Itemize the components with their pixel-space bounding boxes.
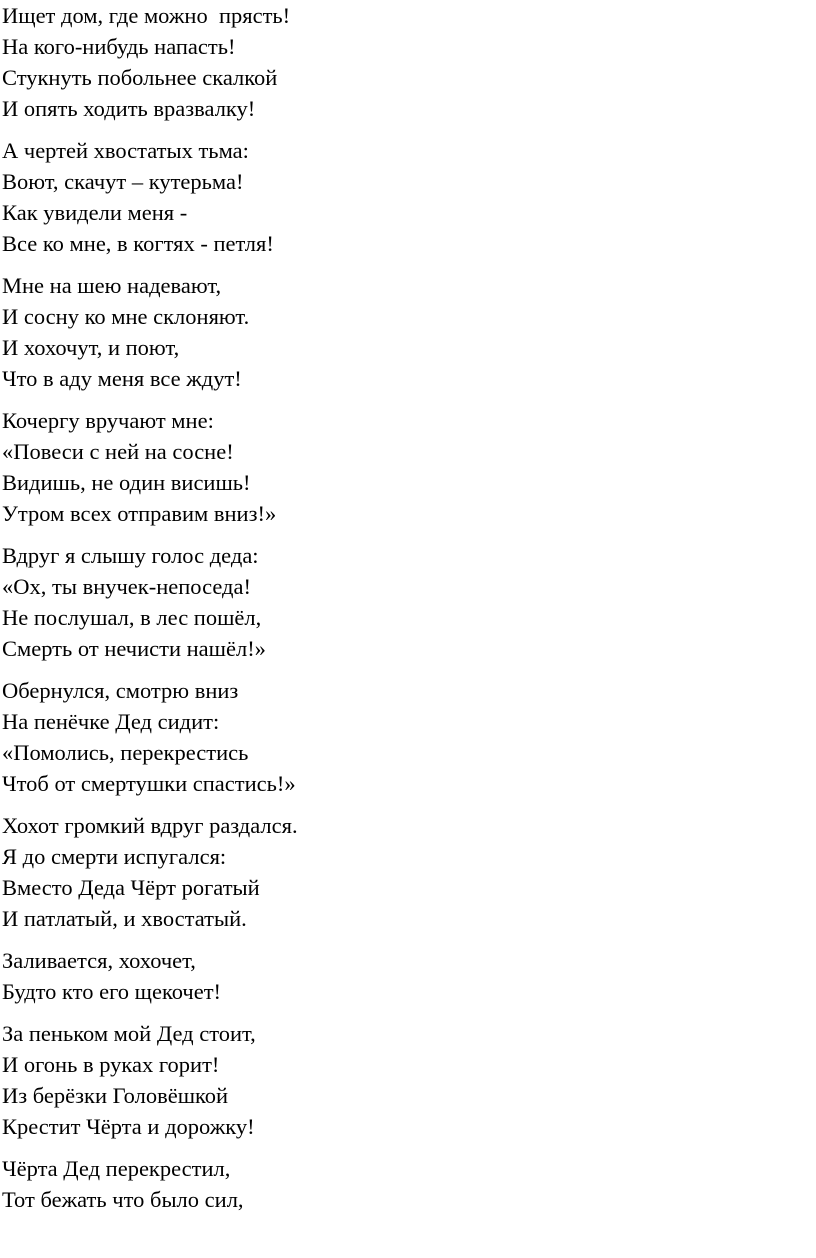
poem-line: Заливается, хохочет, <box>2 948 196 973</box>
poem-line: «Ох, ты внучек-непоседа! <box>2 574 251 599</box>
poem-line: Крестит Чёрта и дорожку! <box>2 1114 255 1139</box>
poem-line: За пеньком мой Дед стоит, <box>2 1021 256 1046</box>
poem-text <box>2 0 802 1226</box>
poem-line: Тот бежать что было сил, <box>2 1187 244 1212</box>
poem-line: Вместо Деда Чёрт рогатый <box>2 875 260 900</box>
poem-line: Я до смерти испугался: <box>2 844 227 869</box>
poem-line: На кого-нибудь напасть! <box>2 34 236 59</box>
poem-line: Воют, скачут – кутерьма! <box>2 169 244 194</box>
stanza-2 <box>2 135 802 259</box>
poem-line: Все ко мне, в когтях - петля! <box>2 231 274 256</box>
stanza-1 <box>2 0 802 124</box>
poem-line: «Повеси с ней на сосне! <box>2 439 234 464</box>
stanza-9 <box>2 1018 802 1142</box>
poem-line: «Помолись, перекрестись <box>2 740 249 765</box>
poem-line: Хохот громкий вдруг раздался. <box>2 813 298 838</box>
poem-line: Что в аду меня все ждут! <box>2 366 242 391</box>
stanza-7 <box>2 810 802 934</box>
poem-line: Обернулся, смотрю вниз <box>2 678 239 703</box>
poem-line: Мне на шею надевают, <box>2 273 222 298</box>
stanza-4 <box>2 405 802 529</box>
stanza-5 <box>2 540 802 664</box>
poem-line: Будто кто его щекочет! <box>2 979 222 1004</box>
poem-line: Видишь, не один висишь! <box>2 470 251 495</box>
poem-line: Вдруг я слышу голос деда: <box>2 543 259 568</box>
poem-line: Как увидели меня - <box>2 200 188 225</box>
poem-line: Утром всех отправим вниз!» <box>2 501 277 526</box>
poem-line: Кочергу вручают мне: <box>2 408 214 433</box>
poem-line: И патлатый, и хвостатый. <box>2 906 247 931</box>
stanza-8 <box>2 945 802 1007</box>
stanza-3 <box>2 270 802 394</box>
poem-line: Ищет дом, где можно прясть! <box>2 3 291 28</box>
poem-line: И опять ходить вразвалку! <box>2 96 256 121</box>
poem-line: Не послушал, в лес пошёл, <box>2 605 262 630</box>
poem-line: Стукнуть побольнее скалкой <box>2 65 278 90</box>
poem-line: И сосну ко мне склоняют. <box>2 304 250 329</box>
poem-line: На пенёчке Дед сидит: <box>2 709 220 734</box>
poem-line: И хохочут, и поют, <box>2 335 180 360</box>
poem-line: Смерть от нечисти нашёл!» <box>2 636 266 661</box>
poem-line: Чтоб от смертушки спастись!» <box>2 771 296 796</box>
stanza-10 <box>2 1153 802 1215</box>
stanza-6 <box>2 675 802 799</box>
poem-line: А чертей хвостатых тьма: <box>2 138 249 163</box>
poem-line: Из берёзки Головёшкой <box>2 1083 229 1108</box>
poem-line: Чёрта Дед перекрестил, <box>2 1156 231 1181</box>
poem-line: И огонь в руках горит! <box>2 1052 220 1077</box>
